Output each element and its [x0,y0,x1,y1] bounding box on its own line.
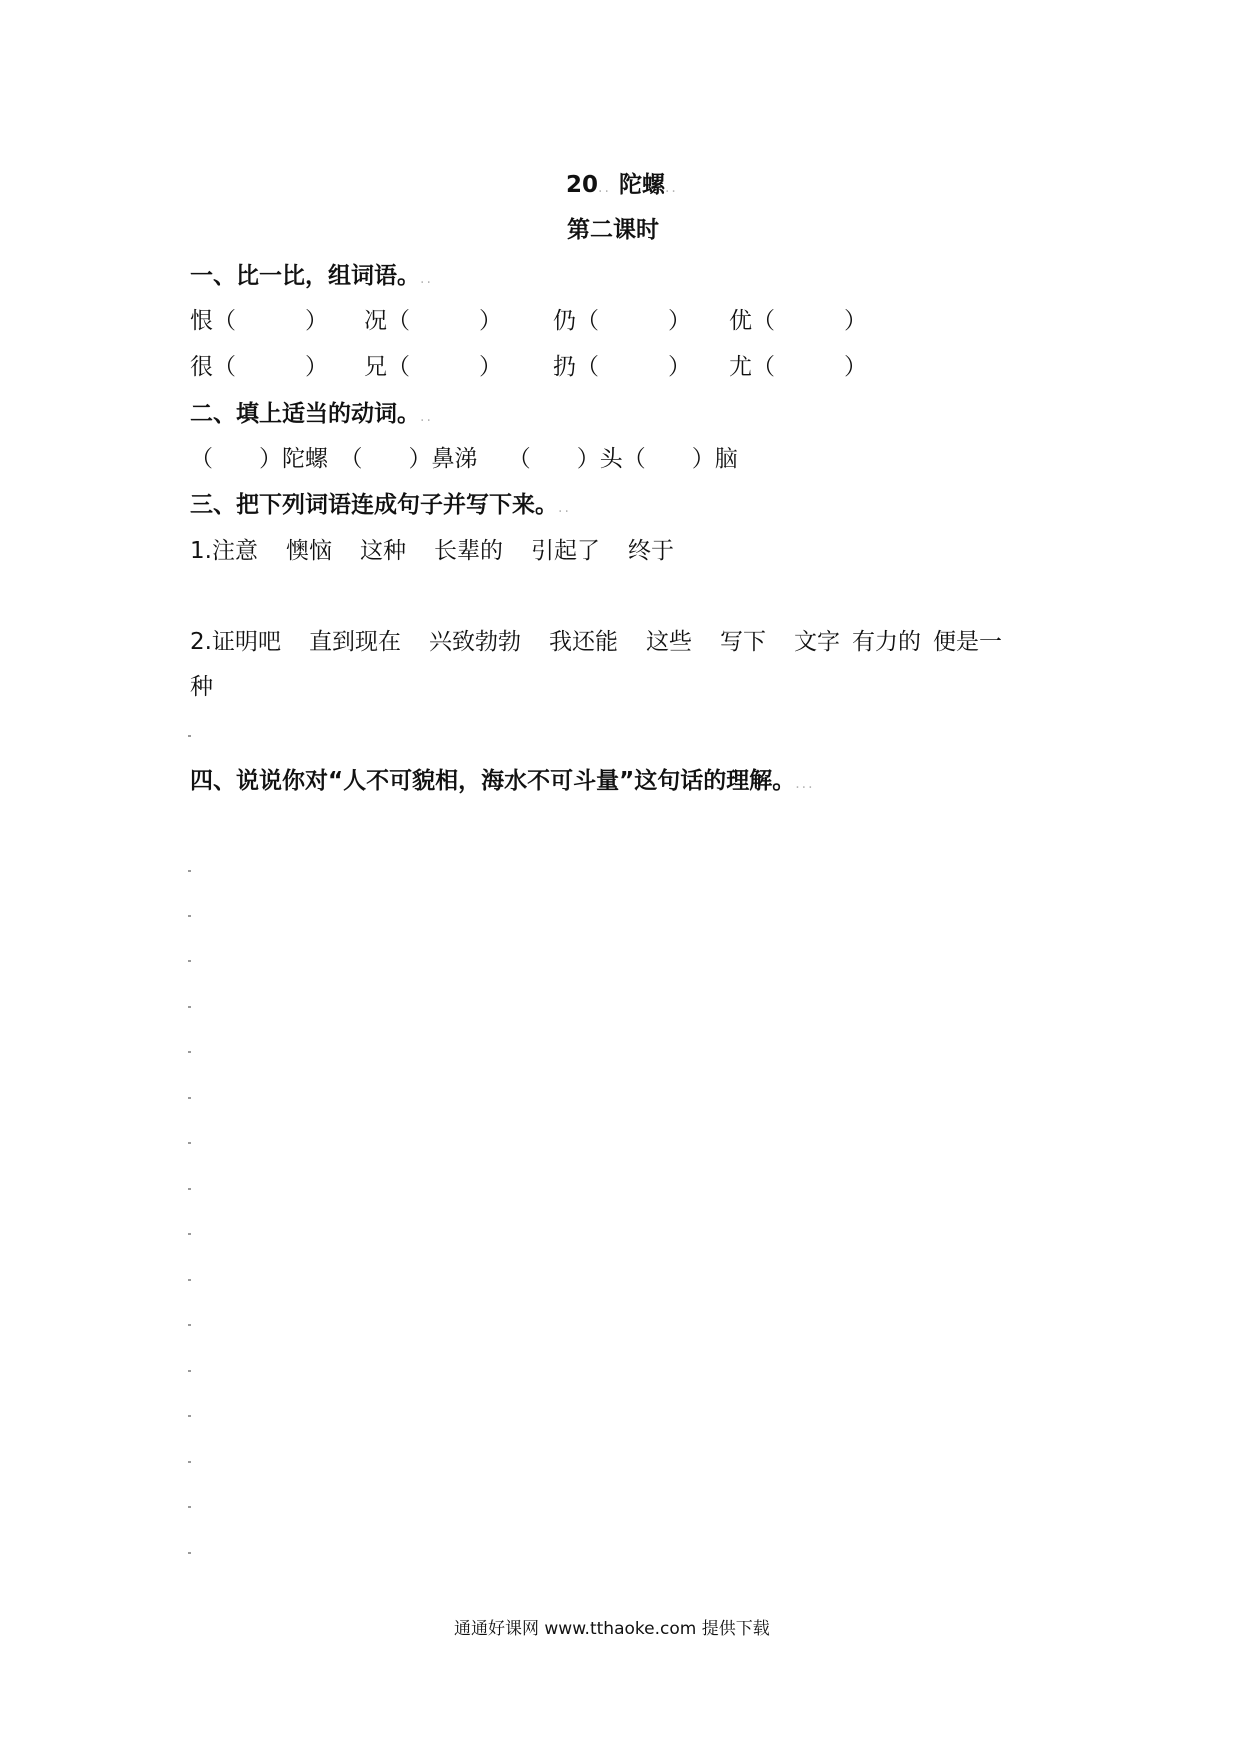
word-blank[interactable]: 扔（ ） [553,354,691,380]
section-1-heading: 一、比一比，组词语。.. [190,263,433,289]
word: 长辈的 [433,538,503,564]
question-1-words [190,532,702,565]
word: 我还能 [548,629,618,655]
lesson-number: 20 [566,172,599,198]
answer-line-marker [188,915,191,917]
word-blank[interactable]: 恨（ ） [190,308,328,334]
word: 文字 [793,629,840,655]
answer-line-marker [188,1051,191,1053]
word: 这种 [359,538,406,564]
word-blank[interactable]: 仍（ ） [553,308,691,334]
page-subtitle: 第二课时 [567,217,659,243]
answer-line-marker [188,1415,191,1417]
answer-line-marker [188,1006,191,1008]
answer-line-marker [188,1552,191,1554]
section-2-heading: 二、填上适当的动词。.. [190,401,433,427]
word-blank[interactable]: 尤（ ） [729,354,867,380]
answer-line-marker [188,960,191,962]
answer-line-marker [188,735,191,737]
word-blank[interactable]: 兄（ ） [364,354,502,380]
word: 2.证明吧 [190,629,281,655]
page-title: 20.. 陀螺.. [566,172,678,198]
footer-text: 通通好课网 www.tthaoke.com 提供下载 [454,1619,770,1639]
answer-line-marker [188,1233,191,1235]
answer-line-marker [188,1324,191,1326]
answer-line-marker [188,1506,191,1508]
word: 懊恼 [285,538,332,564]
word: 便是一 [932,629,1002,655]
word-blank[interactable]: 很（ ） [190,354,328,380]
word: 写下 [719,629,766,655]
verb-fill-line[interactable]: （ ）陀螺 （ ）鼻涕 （ ）头（ ）脑 [190,446,738,472]
answer-line-marker [188,1188,191,1190]
word: 兴致勃勃 [428,629,521,655]
section-4-heading: 四、说说你对“人不可貌相，海水不可斗量”这句话的理解。... [190,768,815,794]
word: 有力的 [851,629,921,655]
answer-line-marker [188,1142,191,1144]
word: 引起了 [530,538,600,564]
lesson-name: 陀螺 [618,172,665,198]
word: 这些 [645,629,692,655]
question-2-words [190,623,1002,656]
word: 终于 [627,538,674,564]
word-blank[interactable]: 优（ ） [729,308,867,334]
answer-line-marker [188,1097,191,1099]
section-3-heading: 三、把下列词语连成句子并写下来。.. [190,492,571,518]
answer-line-marker [188,1370,191,1372]
question-2-wrap: 种 [190,674,213,700]
answer-line-marker [188,870,191,872]
word-blank[interactable]: 况（ ） [364,308,502,334]
answer-line-marker [188,1461,191,1463]
answer-line-marker [188,1279,191,1281]
word: 直到现在 [308,629,401,655]
word: 1.注意 [190,538,258,564]
